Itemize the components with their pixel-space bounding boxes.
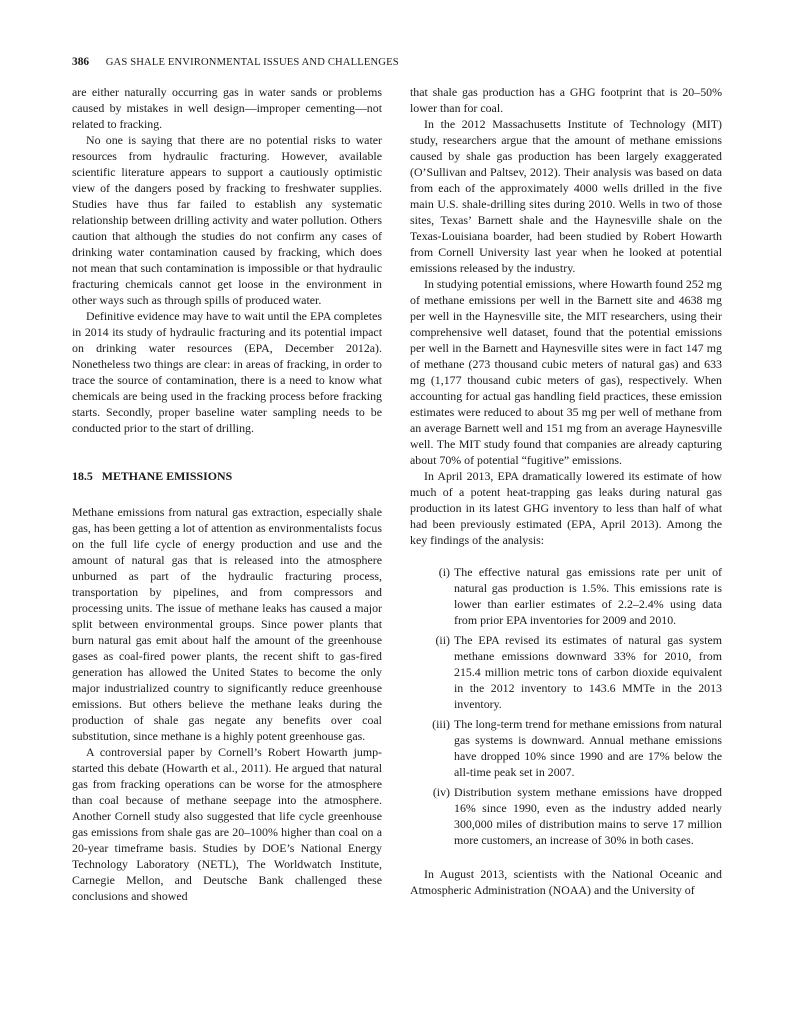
- section-heading: 18.5 METHANE EMISSIONS: [72, 469, 233, 483]
- paragraph: No one is saying that there are no potential risks to water resources from hydraulic fracturing. However, available scientific literature appears to support a cautiously optimistic view of the dangers posed by fracking to freshwater supplies. Studies have thus far failed to establish any systematic relationship between drilling activity and water pollution. Others caution that although the studies do not confirm any cases of drinking water contamination caused by fracking, which does not mean that such contamination is impossible or that hydraulic fracturing chemicals cannot get loose in the environment in other ways such as through spills of produced water.: [72, 133, 382, 307]
- paragraph: A controversial paper by Cornell’s Robert Howarth jump-started this debate (Howarth et al., 2011). He argued that natural gas from fracking operations can be worse for the atmosphere than coal because of methane seepage into the atmosphere. Another Cornell study also suggested that life cycle greenhouse gas emissions from shale gas are 20–100% higher than coal on a 20-year timeframe basis. Studies by DOE’s National Energy Technology Laboratory (NETL), The Worldwatch Institute, Carnegie Mellon, and Deutsche Bank challenged these conclusions and showed: [72, 745, 382, 903]
- left-column: [72, 84, 382, 904]
- list-item: [438, 564, 722, 628]
- list-item-text: The EPA revised its estimates of natural gas system methane emissions downward 33% for 2010, from 215.4 million metric tons of carbon dioxide equivalent in the 2012 inventory to 143.6 MMTe in the 2013 inventory.: [454, 633, 722, 711]
- right-column: [410, 84, 722, 898]
- paragraph: In studying potential emissions, where Howarth found 252 mg of methane emissions per well in the Barnett site and 4638 mg per well in the Haynesville site, the MIT researchers, using their comprehensive well dataset, found that the potential emissions per well in the Barnett and Haynesville sites were in fact 147 mg of methane (273 thousand cubic meters of natural gas) and 633 mg (1,177 thousand cubic meters of gas), respectively. When accounting for actual gas handling field practices, these emission estimates were reduced to about 35 mg per well of methane from an average Barnett well and 151 mg from an average Haynesville well. The MIT study found that companies are already capturing about 70% of potential “fugitive” emissions.: [410, 277, 722, 467]
- running-header: [72, 56, 719, 68]
- list-item: [432, 716, 722, 780]
- list-item-number: (i): [438, 565, 450, 579]
- paragraph: In the 2012 Massachusetts Institute of Technology (MIT) study, researchers argue that the amount of methane emissions caused by shale gas production has been largely exaggerated (O’Sullivan and Paltsev, 2012). Their analysis was based on data from each of the approximately 4000 wells drilled in the five main U.S. shale-drilling sites during 2010. Wells in two of those sites, Texas’ Barnett shale and the Haynesville shale on the Texas-Louisiana boarder, had been studied by Robert Howarth from Cornell University last year when he looked at potential emissions released by the industry.: [410, 117, 722, 275]
- list-item-number: (iv): [432, 785, 450, 799]
- list-item-number: (ii): [435, 633, 450, 647]
- paragraph: Methane emissions from natural gas extraction, especially shale gas, has been getting a lot of attention as environmentalists focus on the full life cycle of energy production and use and the amount of natural gas that is released into the atmosphere unburned as part of the hydraulic fracturing process, transportation by pipelines, and from compressors and processing units. The issue of methane leaks has caused a major split between environmental groups. Since power plants that burn natural gas emit about half the amount of the greenhouse gases as coal-fired power plants, the recent shift to gas-fired generation has allowed the United States to become the only major industrialized country to significantly reduce greenhouse emissions. But others believe the methane leaks during the production of shale gas negate any benefits over coal substitution, since methane is a highly potent greenhouse gas.: [72, 505, 382, 743]
- list-item-number: (iii): [432, 717, 450, 731]
- list-item: [435, 632, 722, 712]
- paragraph: are either naturally occurring gas in water sands or problems caused by mistakes in well design—improper cementing—not related to fracking.: [72, 85, 382, 131]
- list-item: [432, 784, 722, 848]
- paragraph: In April 2013, EPA dramatically lowered its estimate of how much of a potent heat-trapping gas leaks during natural gas production in its latest GHG inventory to less than half of what had been previously estimated (EPA, April 2013). Among the key findings of the analysis:: [410, 469, 722, 547]
- paragraph: that shale gas production has a GHG footprint that is 20–50% lower than for coal.: [410, 85, 722, 115]
- paragraph: In August 2013, scientists with the National Oceanic and Atmospheric Administration (NOAA) and the University of: [410, 867, 722, 897]
- page-number: 386: [72, 56, 90, 68]
- list-item-text: Distribution system methane emissions have dropped 16% since 1990, even as the industry added nearly 300,000 miles of distribution mains to serve 17 million more customers, an increase of 30% in both cases.: [454, 785, 722, 847]
- key-findings-list: [410, 564, 722, 848]
- paragraph: Definitive evidence may have to wait until the EPA completes in 2014 its study of hydraulic fracturing and its potential impact on drinking water resources (EPA, December 2012a). Nonetheless two things are clear: in areas of fracking, in order to trace the source of contamination, there is a need to know what chemicals are being used in the fracking process before fracking starts. Secondly, proper baseline water sampling needs to be conducted prior to the start of drilling.: [72, 309, 382, 435]
- list-item-text: The effective natural gas emissions rate per unit of natural gas production is 1.5%. This emissions rate is lower than earlier estimates of 2.2–2.4% using data from prior EPA inventories for 2009 and 2010.: [454, 565, 722, 627]
- running-title: GAS SHALE ENVIRONMENTAL ISSUES AND CHALLENGES: [105, 57, 399, 68]
- list-item-text: The long-term trend for methane emissions from natural gas systems is downward. Annual methane emissions have dropped 10% since 1990 and are 17% below the all-time peak set in 2007.: [454, 717, 722, 779]
